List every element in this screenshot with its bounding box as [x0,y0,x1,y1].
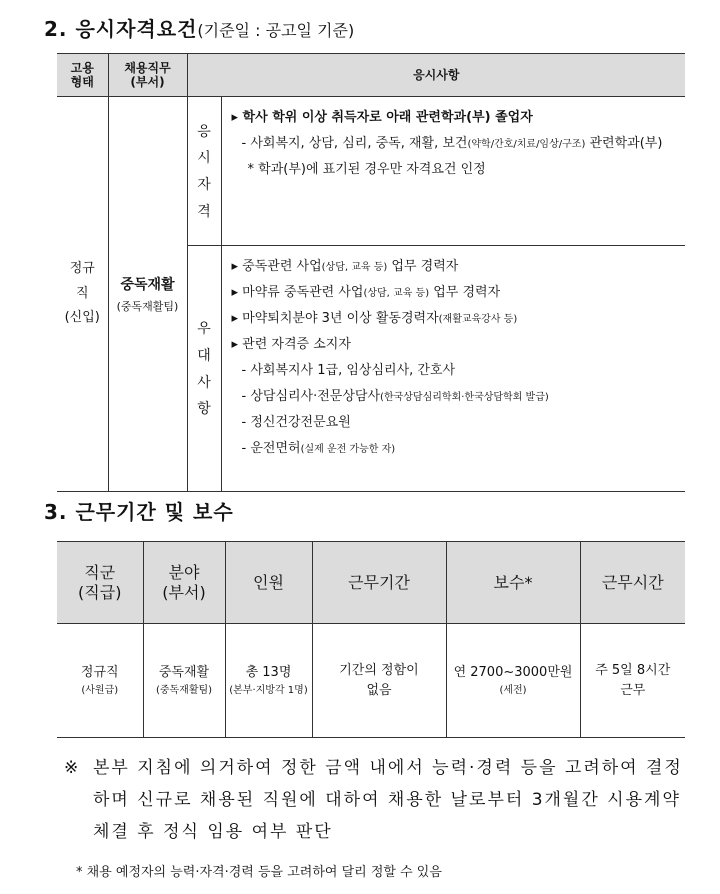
qual-line: - 사회복지, 상담, 심리, 중독, 재활, 보건(약학/간호/치료/임상/구조) 관련학과(부) [241,136,663,151]
job-cell [108,97,187,492]
header-count: 인원 [225,542,312,624]
pref-line: ▸ 중독관련 사업(상담, 교육 등) 업무 경력자 [231,259,459,274]
count-cell: 총 13명 (본부·지방각 1명) [225,624,312,738]
pref-line: ▸ 마약퇴치분야 3년 이상 활동경력자(재활교육강사 등) [231,311,518,326]
work-pay-row [57,624,685,738]
rank-cell: 정규직 (사원급) [57,624,143,738]
section3-title: 3. 근무기간 및 보수 [44,500,234,524]
period-cell: 기간의 정함이 없음 [312,624,446,738]
job-sub: (중독재활팀) [116,300,179,313]
employment-type-cell: 정규 직 (신입) [57,97,108,492]
job-main: 중독재활 [120,277,175,293]
header-requirements: 응시사항 [187,54,685,97]
field-cell: 중독재활 (중독재활팀) [143,624,225,738]
qual-line: * 학과(부)에 표기된 경우만 자격요건 인정 [247,162,486,177]
eligibility-table [57,53,685,492]
section2-subtitle: (기준일 : 공고일 기준) [197,21,355,40]
header-hours: 근무시간 [580,542,685,624]
header-pay: 보수* [446,542,580,624]
pay-note-text: 본부 지침에 의거하여 정한 금액 내에서 능력·경력 등을 고려하여 결정하며 신규로 채용된 직원에 대하여 채용한 날로부터 3개월간 시용계약 체결 후 정식 임용 여부 판단 [93,758,683,842]
pref-line: ▸ 마약류 중독관련 사업(상담, 교육 등) 업무 경력자 [231,285,501,300]
qualification-row [57,97,685,246]
pref-line: - 사회복지사 1급, 임상심리사, 간호사 [241,363,456,378]
pay-cell: 연 2700~3000만원 (세전) [446,624,580,738]
pref-line: ▸ 관련 자격증 소지자 [231,337,351,352]
eligibility-header-row [57,54,685,97]
header-period: 근무기간 [312,542,446,624]
preference-content [221,246,685,492]
footnote: * 채용 예정자의 능력·자격·경력 등을 고려하여 달리 정할 수 있음 [76,865,442,880]
hours-cell: 주 5일 8시간 근무 [580,624,685,738]
qualification-content [221,97,685,246]
preference-label: 우 대 사 항 [187,246,221,492]
header-employment-type: 고용 형태 [57,54,108,97]
header-field: 분야 (부서) [143,542,225,624]
qual-line: ▸ 학사 학위 이상 취득자로 아래 관련학과(부) 졸업자 [231,110,533,125]
work-pay-header-row [57,542,685,624]
section2-title: 2. 응시자격요건(기준일 : 공고일 기준) [44,17,355,41]
pay-note [64,752,694,848]
work-pay-table [57,541,685,738]
qualification-label: 응 시 자 격 [187,97,221,246]
pref-line: - 정신건강전문요원 [241,415,351,430]
pref-line: - 운전면허(실제 운전 가능한 자) [241,441,396,456]
header-rank: 직군 (직급) [57,542,143,624]
reference-mark: ※ [64,758,81,778]
pref-line: - 상담심리사·전문상담사(한국상담심리학회·한국상담학회 발급) [241,389,549,404]
header-job: 채용직무 (부서) [108,54,187,97]
